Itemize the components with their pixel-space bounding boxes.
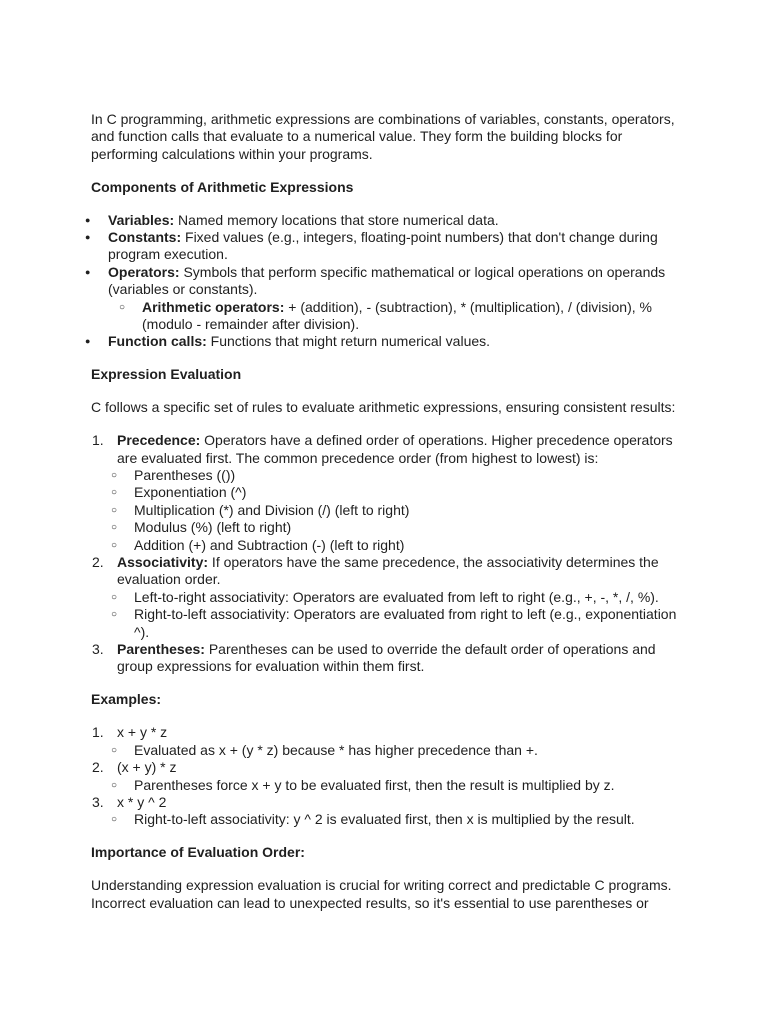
sub-list-item: ○ Exponentiation (^) xyxy=(117,484,681,501)
item-label: Parentheses: xyxy=(117,641,205,658)
list-item xyxy=(91,432,681,554)
list-number: 1. xyxy=(92,432,104,449)
importance-heading: Importance of Evaluation Order: xyxy=(91,844,305,861)
example-expression: x + y * z xyxy=(117,724,168,741)
item-text: Fixed values (e.g., integers, floating-point numbers) that don't change during program execution. xyxy=(108,229,658,263)
importance-paragraph: Understanding expression evaluation is crucial for writing correct and predictable C programs. Incorrect evaluation can lead to unexpected results, so it's essential to use parentheses or xyxy=(91,877,672,911)
list-item xyxy=(91,212,681,229)
list-item xyxy=(91,724,681,759)
components-list xyxy=(91,212,681,351)
list-number: 3. xyxy=(92,793,104,810)
item-text: + (addition), - (subtraction), * (multiplication), / (division), % (modulo - remainder after division). xyxy=(142,298,652,333)
example-sublist xyxy=(117,811,681,828)
operators-sublist xyxy=(108,299,681,334)
example-sublist xyxy=(117,777,681,794)
evaluation-heading: Expression Evaluation xyxy=(91,366,242,383)
associativity-sublist xyxy=(117,589,681,641)
sub-list-item: ○ Right-to-left associativity: Operators are evaluated from right to left (e.g., exponentiation ^). xyxy=(117,606,681,641)
precedence-sublist xyxy=(117,467,681,554)
list-item xyxy=(91,554,681,641)
example-expression: (x + y) * z xyxy=(117,759,177,776)
list-item xyxy=(91,759,681,794)
list-number: 2. xyxy=(92,759,104,776)
item-label: Precedence: xyxy=(117,432,201,449)
sub-list-item: ○ Evaluated as x + (y * z) because * has higher precedence than +. xyxy=(117,742,681,759)
evaluation-intro: C follows a specific set of rules to evaluate arithmetic expressions, ensuring consistent results: xyxy=(91,399,676,416)
example-expression: x * y ^ 2 xyxy=(117,793,167,810)
list-item xyxy=(91,641,681,676)
list-item xyxy=(91,264,681,334)
item-text: Named memory locations that store numerical data. xyxy=(174,211,499,228)
examples-heading: Examples: xyxy=(91,691,162,708)
list-number: 2. xyxy=(92,554,104,571)
item-label: Function calls: xyxy=(108,333,207,350)
list-number: 1. xyxy=(92,724,104,741)
item-label: Constants: xyxy=(108,229,182,246)
sub-list-item: ○ Modulus (%) (left to right) xyxy=(117,519,681,536)
list-number: 3. xyxy=(92,641,104,658)
document-page xyxy=(91,111,681,912)
components-heading: Components of Arithmetic Expressions xyxy=(91,178,354,195)
item-label: Arithmetic operators: xyxy=(142,298,285,315)
item-label: Operators: xyxy=(108,263,180,280)
sub-list-item: ○ Addition (+) and Subtraction (-) (left to right) xyxy=(117,537,681,554)
list-item xyxy=(91,794,681,829)
sub-list-item: ○ Parentheses force x + y to be evaluated first, then the result is multiplied by z. xyxy=(117,777,681,794)
item-label: Associativity: xyxy=(117,554,209,571)
sub-list-item: ○ Left-to-right associativity: Operators are evaluated from left to right (e.g., +, -, *, /, %). xyxy=(117,589,681,606)
item-text: If operators have the same precedence, the associativity determines the evaluation order. xyxy=(117,554,659,588)
item-text: Operators have a defined order of operations. Higher precedence operators are evaluated first. The common precedence order (from highest to lowest) is: xyxy=(117,432,673,466)
list-item xyxy=(91,333,681,350)
item-text: Symbols that perform specific mathematical or logical operations on operands (variables or constants). xyxy=(108,263,666,298)
intro-paragraph: In C programming, arithmetic expressions are combinations of variables, constants, operators, and function calls that evaluate to a numerical value. They form the building blocks for performing calculations within your programs. xyxy=(91,111,675,162)
evaluation-list xyxy=(91,432,681,676)
list-item xyxy=(91,229,681,264)
item-label: Variables: xyxy=(108,211,175,228)
sub-list-item: ○ Multiplication (*) and Division (/) (left to right) xyxy=(117,502,681,519)
item-text: Parentheses can be used to override the default order of operations and group expressions for evaluation within them first. xyxy=(117,641,656,675)
sub-list-item: ○ Parentheses (()) xyxy=(117,467,681,484)
sub-list-item: ○ Right-to-left associativity: y ^ 2 is evaluated first, then x is multiplied by the result. xyxy=(117,811,681,828)
sub-list-item xyxy=(108,299,681,334)
examples-list xyxy=(91,724,681,828)
item-text: Functions that might return numerical values. xyxy=(206,333,491,350)
example-sublist xyxy=(117,742,681,759)
